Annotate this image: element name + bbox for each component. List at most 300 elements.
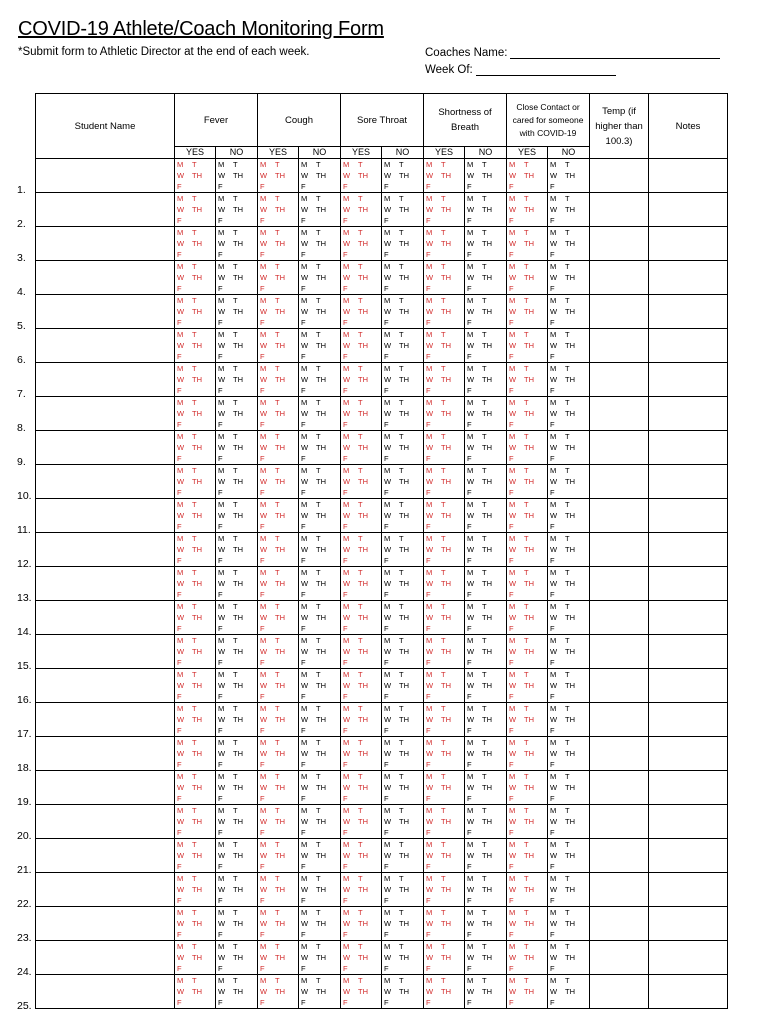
- day-friday[interactable]: F: [384, 624, 389, 633]
- day-wednesday[interactable]: W: [426, 749, 434, 758]
- day-monday[interactable]: M: [426, 330, 433, 339]
- day-tuesday[interactable]: T: [316, 330, 321, 339]
- day-friday[interactable]: F: [301, 624, 306, 633]
- day-friday[interactable]: F: [343, 420, 348, 429]
- day-friday[interactable]: F: [384, 692, 389, 701]
- day-wednesday[interactable]: W: [218, 239, 226, 248]
- day-wednesday[interactable]: W: [301, 511, 309, 520]
- day-friday[interactable]: F: [260, 556, 265, 565]
- day-wednesday[interactable]: W: [218, 953, 226, 962]
- day-monday[interactable]: M: [218, 942, 225, 951]
- day-friday[interactable]: F: [218, 828, 223, 837]
- no-day-checkbox-group[interactable]: [465, 839, 507, 873]
- day-friday[interactable]: F: [260, 930, 265, 939]
- day-wednesday[interactable]: W: [550, 239, 558, 248]
- day-thursday[interactable]: TH: [192, 749, 202, 758]
- day-wednesday[interactable]: W: [467, 647, 475, 656]
- day-monday[interactable]: M: [509, 840, 516, 849]
- day-monday[interactable]: M: [218, 874, 225, 883]
- no-day-checkbox-group[interactable]: [382, 397, 424, 431]
- day-thursday[interactable]: TH: [358, 273, 368, 282]
- day-friday[interactable]: F: [550, 386, 555, 395]
- day-monday[interactable]: M: [218, 636, 225, 645]
- day-tuesday[interactable]: T: [565, 636, 570, 645]
- day-monday[interactable]: M: [550, 874, 557, 883]
- day-monday[interactable]: M: [218, 568, 225, 577]
- day-tuesday[interactable]: T: [192, 398, 197, 407]
- day-monday[interactable]: M: [260, 500, 267, 509]
- day-friday[interactable]: F: [426, 590, 431, 599]
- day-tuesday[interactable]: T: [316, 840, 321, 849]
- student-name-field[interactable]: [17, 703, 175, 740]
- day-tuesday[interactable]: T: [275, 466, 280, 475]
- day-tuesday[interactable]: T: [275, 160, 280, 169]
- no-day-checkbox-group[interactable]: [216, 567, 258, 601]
- day-monday[interactable]: M: [343, 772, 350, 781]
- day-monday[interactable]: M: [218, 364, 225, 373]
- day-thursday[interactable]: TH: [524, 511, 534, 520]
- day-tuesday[interactable]: T: [441, 296, 446, 305]
- day-tuesday[interactable]: T: [192, 874, 197, 883]
- day-wednesday[interactable]: W: [218, 443, 226, 452]
- day-thursday[interactable]: TH: [275, 681, 285, 690]
- yes-day-checkbox-group[interactable]: [424, 703, 465, 737]
- day-thursday[interactable]: TH: [275, 341, 285, 350]
- day-thursday[interactable]: TH: [233, 647, 243, 656]
- day-tuesday[interactable]: T: [192, 738, 197, 747]
- yes-day-checkbox-group[interactable]: [341, 941, 382, 975]
- day-thursday[interactable]: TH: [441, 579, 451, 588]
- day-wednesday[interactable]: W: [218, 205, 226, 214]
- day-monday[interactable]: M: [550, 908, 557, 917]
- day-thursday[interactable]: TH: [524, 885, 534, 894]
- day-wednesday[interactable]: W: [343, 919, 351, 928]
- day-friday[interactable]: F: [301, 182, 306, 191]
- day-monday[interactable]: M: [301, 296, 308, 305]
- day-friday[interactable]: F: [384, 726, 389, 735]
- day-thursday[interactable]: TH: [358, 647, 368, 656]
- day-thursday[interactable]: TH: [192, 715, 202, 724]
- yes-day-checkbox-group[interactable]: [424, 601, 465, 635]
- day-tuesday[interactable]: T: [358, 262, 363, 271]
- day-friday[interactable]: F: [426, 726, 431, 735]
- day-monday[interactable]: M: [301, 704, 308, 713]
- day-monday[interactable]: M: [509, 296, 516, 305]
- day-tuesday[interactable]: T: [233, 806, 238, 815]
- yes-day-checkbox-group[interactable]: [424, 771, 465, 805]
- no-day-checkbox-group[interactable]: [299, 805, 341, 839]
- yes-day-checkbox-group[interactable]: [258, 703, 299, 737]
- day-monday[interactable]: M: [384, 466, 391, 475]
- no-day-checkbox-group[interactable]: [548, 873, 590, 907]
- day-thursday[interactable]: TH: [275, 783, 285, 792]
- day-monday[interactable]: M: [177, 976, 184, 985]
- no-day-checkbox-group[interactable]: [299, 465, 341, 499]
- day-friday[interactable]: F: [218, 284, 223, 293]
- day-wednesday[interactable]: W: [260, 851, 268, 860]
- day-thursday[interactable]: TH: [316, 817, 326, 826]
- day-thursday[interactable]: TH: [233, 817, 243, 826]
- day-tuesday[interactable]: T: [399, 534, 404, 543]
- day-tuesday[interactable]: T: [399, 840, 404, 849]
- yes-day-checkbox-group[interactable]: [175, 737, 216, 771]
- day-thursday[interactable]: TH: [233, 511, 243, 520]
- day-wednesday[interactable]: W: [260, 273, 268, 282]
- day-wednesday[interactable]: W: [384, 171, 392, 180]
- day-thursday[interactable]: TH: [316, 953, 326, 962]
- yes-day-checkbox-group[interactable]: [507, 601, 548, 635]
- day-wednesday[interactable]: W: [384, 681, 392, 690]
- day-monday[interactable]: M: [550, 160, 557, 169]
- day-monday[interactable]: M: [301, 262, 308, 271]
- day-wednesday[interactable]: W: [218, 987, 226, 996]
- day-tuesday[interactable]: T: [441, 500, 446, 509]
- day-thursday[interactable]: TH: [524, 341, 534, 350]
- student-name-field[interactable]: [17, 635, 175, 672]
- day-wednesday[interactable]: W: [301, 817, 309, 826]
- day-wednesday[interactable]: W: [426, 817, 434, 826]
- no-day-checkbox-group[interactable]: [548, 771, 590, 805]
- day-friday[interactable]: F: [177, 216, 182, 225]
- day-tuesday[interactable]: T: [233, 670, 238, 679]
- day-tuesday[interactable]: T: [192, 806, 197, 815]
- no-day-checkbox-group[interactable]: [465, 771, 507, 805]
- day-wednesday[interactable]: W: [426, 511, 434, 520]
- day-wednesday[interactable]: W: [343, 239, 351, 248]
- day-friday[interactable]: F: [550, 828, 555, 837]
- day-tuesday[interactable]: T: [316, 228, 321, 237]
- day-monday[interactable]: M: [260, 364, 267, 373]
- day-tuesday[interactable]: T: [482, 398, 487, 407]
- day-tuesday[interactable]: T: [275, 228, 280, 237]
- no-day-checkbox-group[interactable]: [382, 567, 424, 601]
- day-thursday[interactable]: TH: [565, 171, 575, 180]
- day-thursday[interactable]: TH: [482, 647, 492, 656]
- no-day-checkbox-group[interactable]: [382, 533, 424, 567]
- day-monday[interactable]: M: [260, 976, 267, 985]
- day-monday[interactable]: M: [343, 874, 350, 883]
- day-thursday[interactable]: TH: [565, 851, 575, 860]
- day-wednesday[interactable]: W: [177, 511, 185, 520]
- day-friday[interactable]: F: [426, 250, 431, 259]
- day-thursday[interactable]: TH: [233, 477, 243, 486]
- yes-day-checkbox-group[interactable]: [507, 771, 548, 805]
- day-tuesday[interactable]: T: [524, 330, 529, 339]
- day-tuesday[interactable]: T: [441, 840, 446, 849]
- day-monday[interactable]: M: [509, 330, 516, 339]
- day-friday[interactable]: F: [343, 896, 348, 905]
- day-wednesday[interactable]: W: [384, 307, 392, 316]
- day-friday[interactable]: F: [384, 862, 389, 871]
- day-monday[interactable]: M: [343, 466, 350, 475]
- day-wednesday[interactable]: W: [509, 613, 517, 622]
- day-monday[interactable]: M: [384, 806, 391, 815]
- day-thursday[interactable]: TH: [192, 477, 202, 486]
- day-thursday[interactable]: TH: [275, 511, 285, 520]
- day-friday[interactable]: F: [301, 590, 306, 599]
- day-monday[interactable]: M: [426, 670, 433, 679]
- day-wednesday[interactable]: W: [467, 851, 475, 860]
- day-wednesday[interactable]: W: [550, 375, 558, 384]
- no-day-checkbox-group[interactable]: [548, 975, 590, 1009]
- day-tuesday[interactable]: T: [482, 432, 487, 441]
- day-thursday[interactable]: TH: [524, 749, 534, 758]
- day-tuesday[interactable]: T: [482, 194, 487, 203]
- day-monday[interactable]: M: [301, 738, 308, 747]
- day-tuesday[interactable]: T: [192, 704, 197, 713]
- day-thursday[interactable]: TH: [233, 851, 243, 860]
- day-monday[interactable]: M: [218, 670, 225, 679]
- day-monday[interactable]: M: [384, 602, 391, 611]
- student-name-field[interactable]: [17, 261, 175, 298]
- day-thursday[interactable]: TH: [192, 681, 202, 690]
- no-day-checkbox-group[interactable]: [216, 975, 258, 1009]
- day-monday[interactable]: M: [177, 194, 184, 203]
- day-tuesday[interactable]: T: [399, 772, 404, 781]
- day-friday[interactable]: F: [260, 692, 265, 701]
- day-friday[interactable]: F: [426, 692, 431, 701]
- day-monday[interactable]: M: [301, 840, 308, 849]
- day-tuesday[interactable]: T: [316, 466, 321, 475]
- day-wednesday[interactable]: W: [260, 613, 268, 622]
- day-thursday[interactable]: TH: [441, 477, 451, 486]
- day-thursday[interactable]: TH: [192, 307, 202, 316]
- day-wednesday[interactable]: W: [343, 307, 351, 316]
- day-tuesday[interactable]: T: [275, 636, 280, 645]
- no-day-checkbox-group[interactable]: [382, 975, 424, 1009]
- day-wednesday[interactable]: W: [218, 817, 226, 826]
- day-wednesday[interactable]: W: [550, 307, 558, 316]
- no-day-checkbox-group[interactable]: [216, 669, 258, 703]
- day-wednesday[interactable]: W: [426, 341, 434, 350]
- temp-field[interactable]: [590, 193, 649, 227]
- day-monday[interactable]: M: [384, 874, 391, 883]
- day-friday[interactable]: F: [218, 454, 223, 463]
- day-friday[interactable]: F: [343, 522, 348, 531]
- day-friday[interactable]: F: [384, 964, 389, 973]
- day-tuesday[interactable]: T: [565, 602, 570, 611]
- day-friday[interactable]: F: [343, 250, 348, 259]
- yes-day-checkbox-group[interactable]: [341, 499, 382, 533]
- day-thursday[interactable]: TH: [524, 783, 534, 792]
- day-monday[interactable]: M: [426, 398, 433, 407]
- no-day-checkbox-group[interactable]: [299, 873, 341, 907]
- day-monday[interactable]: M: [426, 976, 433, 985]
- no-day-checkbox-group[interactable]: [548, 465, 590, 499]
- day-thursday[interactable]: TH: [399, 987, 409, 996]
- day-thursday[interactable]: TH: [482, 239, 492, 248]
- day-friday[interactable]: F: [177, 352, 182, 361]
- day-tuesday[interactable]: T: [192, 296, 197, 305]
- day-monday[interactable]: M: [260, 160, 267, 169]
- yes-day-checkbox-group[interactable]: [175, 839, 216, 873]
- day-thursday[interactable]: TH: [565, 545, 575, 554]
- day-monday[interactable]: M: [218, 704, 225, 713]
- day-wednesday[interactable]: W: [509, 409, 517, 418]
- day-monday[interactable]: M: [467, 942, 474, 951]
- no-day-checkbox-group[interactable]: [465, 431, 507, 465]
- day-friday[interactable]: F: [467, 760, 472, 769]
- temp-field[interactable]: [590, 601, 649, 635]
- day-friday[interactable]: F: [260, 454, 265, 463]
- yes-day-checkbox-group[interactable]: [341, 193, 382, 227]
- day-monday[interactable]: M: [343, 568, 350, 577]
- day-wednesday[interactable]: W: [218, 375, 226, 384]
- day-friday[interactable]: F: [218, 862, 223, 871]
- day-wednesday[interactable]: W: [343, 545, 351, 554]
- day-tuesday[interactable]: T: [565, 772, 570, 781]
- day-monday[interactable]: M: [177, 466, 184, 475]
- day-thursday[interactable]: TH: [316, 341, 326, 350]
- day-monday[interactable]: M: [343, 840, 350, 849]
- day-wednesday[interactable]: W: [467, 783, 475, 792]
- day-wednesday[interactable]: W: [177, 307, 185, 316]
- day-wednesday[interactable]: W: [301, 545, 309, 554]
- no-day-checkbox-group[interactable]: [548, 669, 590, 703]
- day-friday[interactable]: F: [343, 454, 348, 463]
- day-monday[interactable]: M: [260, 602, 267, 611]
- no-day-checkbox-group[interactable]: [465, 499, 507, 533]
- day-thursday[interactable]: TH: [482, 375, 492, 384]
- notes-field[interactable]: [649, 499, 728, 533]
- day-thursday[interactable]: TH: [275, 273, 285, 282]
- day-tuesday[interactable]: T: [441, 228, 446, 237]
- day-friday[interactable]: F: [550, 760, 555, 769]
- notes-field[interactable]: [649, 975, 728, 1009]
- temp-field[interactable]: [590, 363, 649, 397]
- day-thursday[interactable]: TH: [233, 783, 243, 792]
- day-wednesday[interactable]: W: [260, 749, 268, 758]
- day-monday[interactable]: M: [260, 942, 267, 951]
- temp-field[interactable]: [590, 397, 649, 431]
- yes-day-checkbox-group[interactable]: [341, 329, 382, 363]
- day-thursday[interactable]: TH: [565, 375, 575, 384]
- no-day-checkbox-group[interactable]: [382, 363, 424, 397]
- day-thursday[interactable]: TH: [482, 477, 492, 486]
- day-friday[interactable]: F: [467, 862, 472, 871]
- day-tuesday[interactable]: T: [358, 500, 363, 509]
- day-tuesday[interactable]: T: [524, 160, 529, 169]
- day-thursday[interactable]: TH: [275, 307, 285, 316]
- day-thursday[interactable]: TH: [524, 715, 534, 724]
- day-monday[interactable]: M: [177, 840, 184, 849]
- day-thursday[interactable]: TH: [275, 647, 285, 656]
- temp-field[interactable]: [590, 227, 649, 261]
- yes-day-checkbox-group[interactable]: [341, 533, 382, 567]
- day-friday[interactable]: F: [343, 930, 348, 939]
- day-tuesday[interactable]: T: [358, 908, 363, 917]
- day-wednesday[interactable]: W: [467, 443, 475, 452]
- day-tuesday[interactable]: T: [524, 942, 529, 951]
- day-thursday[interactable]: TH: [482, 817, 492, 826]
- day-friday[interactable]: F: [343, 692, 348, 701]
- no-day-checkbox-group[interactable]: [216, 533, 258, 567]
- day-friday[interactable]: F: [301, 216, 306, 225]
- day-tuesday[interactable]: T: [275, 840, 280, 849]
- day-tuesday[interactable]: T: [358, 432, 363, 441]
- no-day-checkbox-group[interactable]: [382, 805, 424, 839]
- day-monday[interactable]: M: [177, 228, 184, 237]
- day-wednesday[interactable]: W: [301, 273, 309, 282]
- day-wednesday[interactable]: W: [260, 715, 268, 724]
- day-thursday[interactable]: TH: [399, 239, 409, 248]
- day-monday[interactable]: M: [343, 908, 350, 917]
- day-friday[interactable]: F: [509, 964, 514, 973]
- day-monday[interactable]: M: [550, 296, 557, 305]
- day-tuesday[interactable]: T: [565, 194, 570, 203]
- day-wednesday[interactable]: W: [384, 477, 392, 486]
- yes-day-checkbox-group[interactable]: [507, 397, 548, 431]
- yes-day-checkbox-group[interactable]: [258, 431, 299, 465]
- day-thursday[interactable]: TH: [565, 953, 575, 962]
- no-day-checkbox-group[interactable]: [216, 907, 258, 941]
- day-friday[interactable]: F: [550, 556, 555, 565]
- day-friday[interactable]: F: [509, 522, 514, 531]
- day-thursday[interactable]: TH: [275, 885, 285, 894]
- day-monday[interactable]: M: [550, 806, 557, 815]
- day-wednesday[interactable]: W: [550, 715, 558, 724]
- day-thursday[interactable]: TH: [399, 341, 409, 350]
- no-day-checkbox-group[interactable]: [216, 261, 258, 295]
- day-friday[interactable]: F: [218, 590, 223, 599]
- day-monday[interactable]: M: [343, 228, 350, 237]
- no-day-checkbox-group[interactable]: [299, 159, 341, 193]
- yes-day-checkbox-group[interactable]: [424, 669, 465, 703]
- day-tuesday[interactable]: T: [316, 806, 321, 815]
- day-thursday[interactable]: TH: [358, 783, 368, 792]
- day-wednesday[interactable]: W: [177, 953, 185, 962]
- day-friday[interactable]: F: [426, 998, 431, 1007]
- day-wednesday[interactable]: W: [218, 273, 226, 282]
- day-monday[interactable]: M: [260, 840, 267, 849]
- day-tuesday[interactable]: T: [316, 398, 321, 407]
- day-friday[interactable]: F: [426, 386, 431, 395]
- yes-day-checkbox-group[interactable]: [175, 363, 216, 397]
- day-monday[interactable]: M: [426, 160, 433, 169]
- day-monday[interactable]: M: [426, 806, 433, 815]
- day-friday[interactable]: F: [509, 760, 514, 769]
- student-name-field[interactable]: [17, 431, 175, 468]
- day-friday[interactable]: F: [218, 420, 223, 429]
- day-tuesday[interactable]: T: [399, 466, 404, 475]
- day-tuesday[interactable]: T: [192, 568, 197, 577]
- day-wednesday[interactable]: W: [301, 783, 309, 792]
- day-thursday[interactable]: TH: [233, 987, 243, 996]
- yes-day-checkbox-group[interactable]: [341, 601, 382, 635]
- day-monday[interactable]: M: [426, 534, 433, 543]
- day-friday[interactable]: F: [426, 828, 431, 837]
- day-wednesday[interactable]: W: [260, 919, 268, 928]
- day-wednesday[interactable]: W: [509, 205, 517, 214]
- day-thursday[interactable]: TH: [275, 579, 285, 588]
- day-friday[interactable]: F: [177, 896, 182, 905]
- day-thursday[interactable]: TH: [316, 545, 326, 554]
- day-friday[interactable]: F: [426, 522, 431, 531]
- day-thursday[interactable]: TH: [275, 375, 285, 384]
- day-monday[interactable]: M: [509, 398, 516, 407]
- day-friday[interactable]: F: [218, 624, 223, 633]
- notes-field[interactable]: [649, 873, 728, 907]
- day-wednesday[interactable]: W: [343, 511, 351, 520]
- day-wednesday[interactable]: W: [467, 919, 475, 928]
- day-tuesday[interactable]: T: [441, 160, 446, 169]
- yes-day-checkbox-group[interactable]: [341, 975, 382, 1009]
- notes-field[interactable]: [649, 431, 728, 465]
- day-monday[interactable]: M: [301, 466, 308, 475]
- day-wednesday[interactable]: W: [509, 817, 517, 826]
- day-friday[interactable]: F: [467, 318, 472, 327]
- yes-day-checkbox-group[interactable]: [341, 295, 382, 329]
